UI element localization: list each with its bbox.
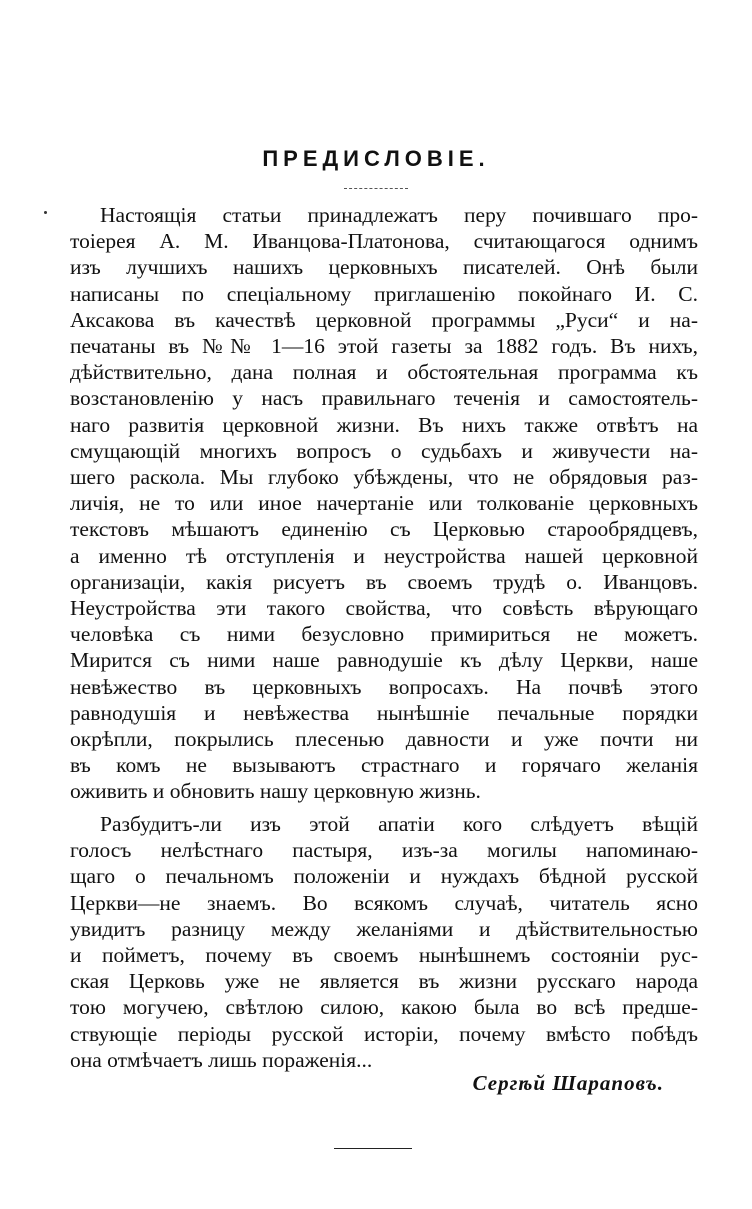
text-line: а именно тѣ отступленія и неустройства нашей церковной [70,543,698,568]
text-line: человѣка съ ними безусловно примириться не можетъ. [70,622,698,647]
margin-dot [44,211,47,214]
text-line: увидитъ разницу между желаніями и дѣйствительностью [70,916,698,941]
text-line: щаго о печальномъ положеніи и нуждахъ бѣдной русской [70,864,698,889]
paragraph-2 [70,811,698,1073]
closing-divider [334,1148,412,1149]
text-line: ская Церковь уже не является въ жизни русскаго народа [70,969,698,994]
text-line: Разбудитъ-ли изъ этой апатіи кого слѣдуетъ вѣщій [100,812,698,836]
text-line: оживить и обновить нашу церковную жизнь. [70,779,481,804]
text-line: она отмѣчаетъ лишь пораженія... [70,1047,373,1072]
text-line: Церкви—не знаемъ. Во всякомъ случаѣ, читатель ясно [70,890,698,915]
text-line: Аксакова въ качествѣ церковной программы „Руси“ и на- [70,307,698,332]
text-line: равнодушія и невѣжества нынѣшніе печальные порядки [70,700,698,725]
text-line: дѣйствительно, дана полная и обстоятельная программа къ [70,360,698,385]
text-line: наго развитія церковной жизни. Въ нихъ также отвѣтъ на [70,412,698,437]
text-line: Неустройства эти такого свойства, что совѣсть вѣрующаго [70,596,698,621]
text-line: Мирится съ ними наше равнодушіе къ дѣлу Церкви, наше [70,648,698,673]
text-line: организаціи, какія рисуетъ въ своемъ трудѣ о. Иванцовъ. [70,569,698,594]
text-line: голосъ нелѣстнаго пастыря, изъ-за могилы напоминаю- [70,838,698,863]
text-line: написаны по спеціальному приглашенію покойнаго И. С. [70,281,698,306]
text-line: ствующіе періоды русской исторіи, почему вмѣсто побѣдъ [70,1021,698,1046]
text-line: изъ лучшихъ нашихъ церковныхъ писателей. Онѣ были [70,255,698,280]
title-divider [344,188,408,189]
text-line: тою могучею, свѣтлою силою, какою была во всѣ предше- [70,995,698,1020]
text-line: и пойметъ, почему въ своемъ нынѣшнемъ состояніи рус- [70,943,698,968]
text-line: смущающій многихъ вопросъ о судьбахъ и живучести на- [70,438,698,463]
text-line: окрѣпли, покрылись плесенью давности и уже почти ни [70,727,698,752]
page-title: ПРЕДИСЛОВІЕ. [262,146,490,171]
text-line: Настоящія статьи принадлежатъ перу почившаго про- [100,203,698,227]
text-line: печатаны въ №№ 1—16 этой газеты за 1882 годъ. Въ нихъ, [70,334,698,359]
text-line: въ комъ не вызываютъ страстнаго и горячаго желанія [70,753,698,778]
text-line: невѣжество въ церковныхъ вопросахъ. На почвѣ этого [70,674,698,699]
text-line: тоіерея А. М. Иванцова-Платонова, считающагося однимъ [70,229,698,254]
text-line: личія, не то или иное начертаніе или толкованіе церковныхъ [70,491,698,516]
author-signature: Сергѣй Шараповъ. [472,1071,664,1095]
text-line: шего раскола. Мы глубоко убѣждены, что не обрядовыя раз- [70,465,698,490]
paragraph-1 [70,202,698,805]
text-line: возстановленію у насъ правильнаго теченія и самостоятель- [70,386,698,411]
text-line: текстовъ мѣшаютъ единенію съ Церковью старообрядцевъ, [70,517,698,542]
